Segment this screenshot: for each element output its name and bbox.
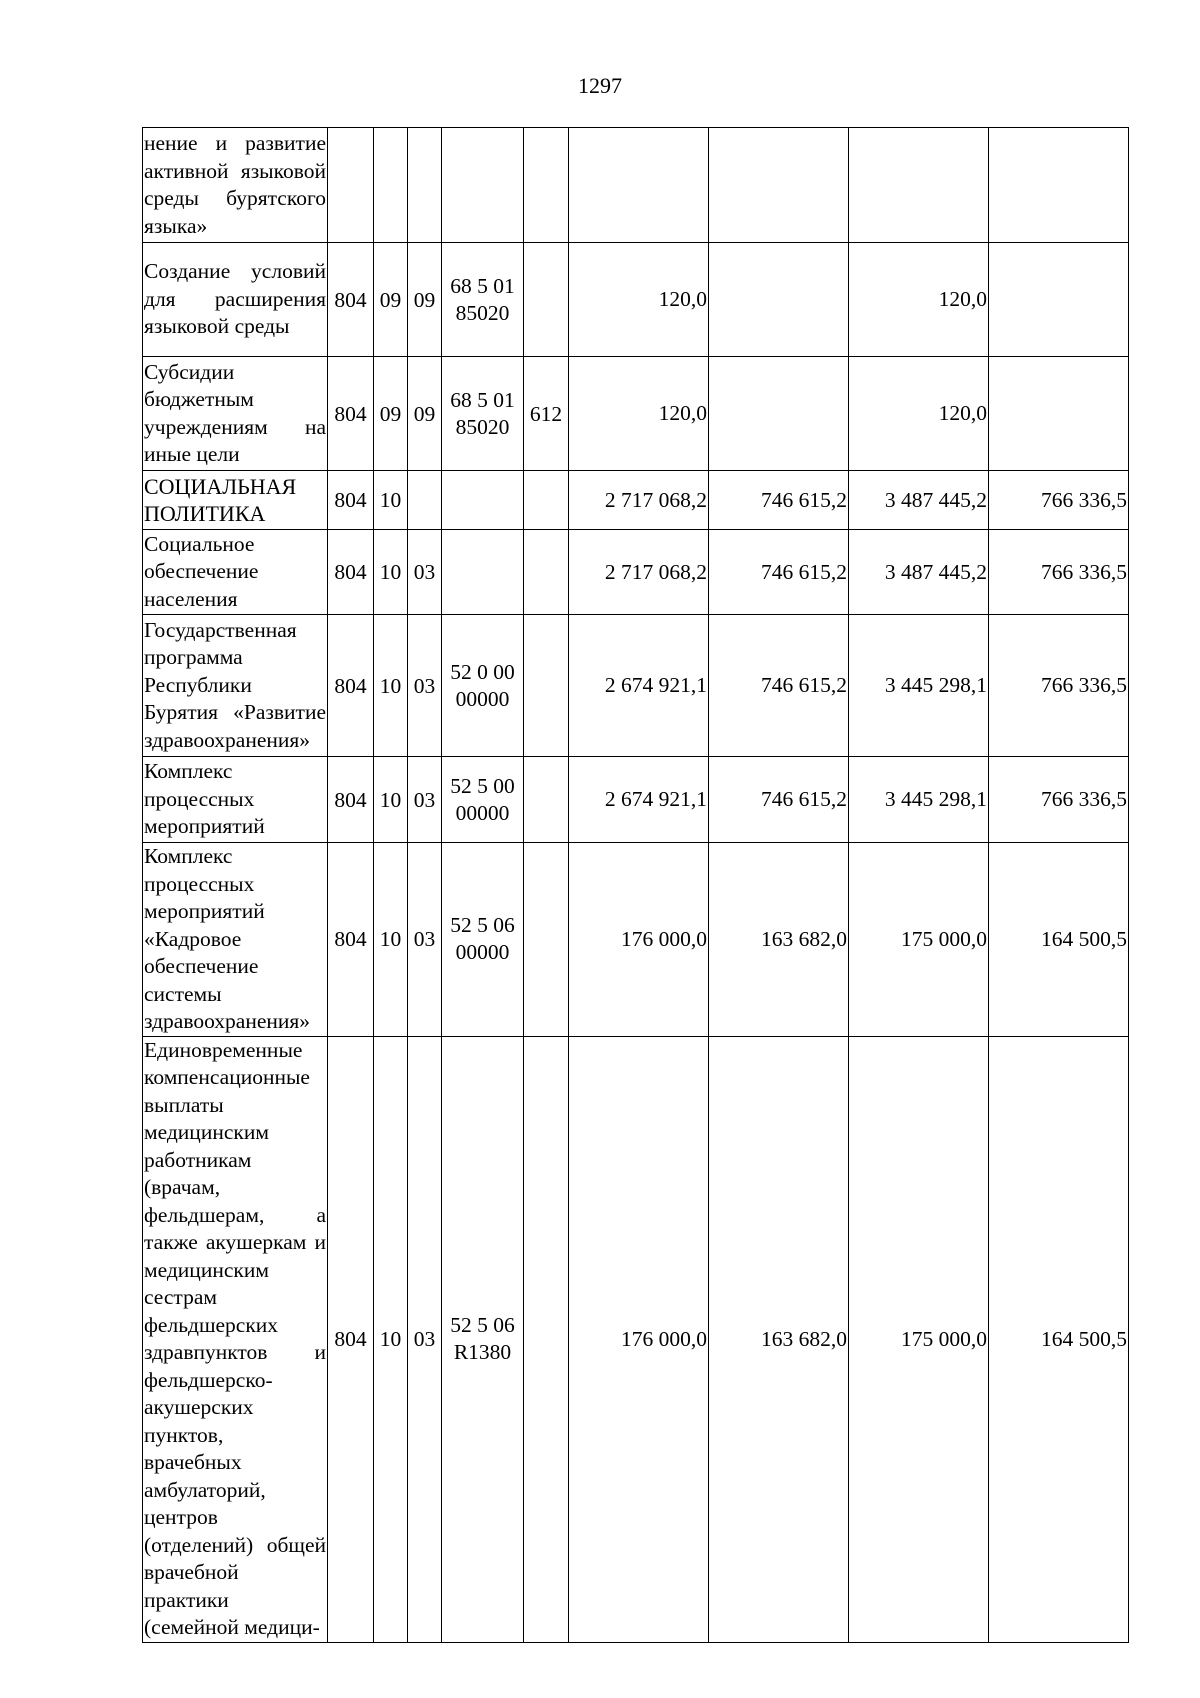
row-name: Комплекс процессных мероприятий bbox=[143, 757, 328, 843]
amount-col-4 bbox=[989, 357, 1129, 471]
target-item-code: 68 5 01 85020 bbox=[442, 357, 524, 471]
table-row bbox=[143, 757, 1129, 843]
amount-col-1: 2 674 921,1 bbox=[569, 615, 709, 757]
expense-type-code bbox=[524, 243, 569, 357]
section-code: 10 bbox=[374, 530, 408, 615]
subsection-code: 03 bbox=[408, 757, 442, 843]
subsection-code bbox=[408, 128, 442, 243]
section-code: 10 bbox=[374, 757, 408, 843]
amount-col-2: 163 682,0 bbox=[709, 1036, 849, 1642]
amount-col-3 bbox=[849, 128, 989, 243]
amount-col-1: 2 674 921,1 bbox=[569, 757, 709, 843]
row-name: Создание условий для расширения языковой среды bbox=[143, 243, 328, 357]
amount-col-1: 176 000,0 bbox=[569, 1036, 709, 1642]
subsection-code: 03 bbox=[408, 615, 442, 757]
ved-code: 804 bbox=[328, 471, 374, 530]
target-item-code: 68 5 01 85020 bbox=[442, 243, 524, 357]
expense-type-code bbox=[524, 757, 569, 843]
expense-type-code: 612 bbox=[524, 357, 569, 471]
ved-code: 804 bbox=[328, 1036, 374, 1642]
row-name: нение и развитие активной языковой среды бурятского языка» bbox=[143, 128, 328, 243]
ved-code: 804 bbox=[328, 243, 374, 357]
amount-col-2: 163 682,0 bbox=[709, 843, 849, 1037]
target-item-code: 52 5 00 00000 bbox=[442, 757, 524, 843]
ved-code: 804 bbox=[328, 843, 374, 1037]
section-code: 09 bbox=[374, 357, 408, 471]
amount-col-4 bbox=[989, 128, 1129, 243]
amount-col-3: 3 487 445,2 bbox=[849, 471, 989, 530]
table-row bbox=[143, 843, 1129, 1037]
amount-col-1: 2 717 068,2 bbox=[569, 471, 709, 530]
row-name: Комплекс процессных мероприятий «Кадровое обеспечение системы здравоохранения» bbox=[143, 843, 328, 1037]
amount-col-1: 120,0 bbox=[569, 243, 709, 357]
subsection-code bbox=[408, 471, 442, 530]
table-row bbox=[143, 1036, 1129, 1642]
expense-type-code bbox=[524, 615, 569, 757]
amount-col-4: 164 500,5 bbox=[989, 1036, 1129, 1642]
ved-code: 804 bbox=[328, 757, 374, 843]
subsection-code: 03 bbox=[408, 1036, 442, 1642]
expense-type-code bbox=[524, 1036, 569, 1642]
amount-col-3: 3 445 298,1 bbox=[849, 757, 989, 843]
section-code bbox=[374, 128, 408, 243]
table-row bbox=[143, 243, 1129, 357]
target-item-code bbox=[442, 128, 524, 243]
subsection-code: 09 bbox=[408, 357, 442, 471]
amount-col-4: 766 336,5 bbox=[989, 530, 1129, 615]
table-row bbox=[143, 357, 1129, 471]
target-item-code bbox=[442, 530, 524, 615]
subsection-code: 03 bbox=[408, 530, 442, 615]
amount-col-3: 3 445 298,1 bbox=[849, 615, 989, 757]
expense-type-code bbox=[524, 128, 569, 243]
row-name: Социальное обеспечение населения bbox=[143, 530, 328, 615]
section-code: 10 bbox=[374, 1036, 408, 1642]
amount-col-1 bbox=[569, 128, 709, 243]
amount-col-1: 2 717 068,2 bbox=[569, 530, 709, 615]
target-item-code bbox=[442, 471, 524, 530]
amount-col-3: 175 000,0 bbox=[849, 1036, 989, 1642]
table-row bbox=[143, 530, 1129, 615]
ved-code: 804 bbox=[328, 615, 374, 757]
section-code: 10 bbox=[374, 843, 408, 1037]
row-name: Единовременные компенсационные выплаты медицинским работникам (врачам, фельдшерам, а также акушеркам и медицинским сестрам фельдшерских здравпунктов и фельдшерско-акушерских пунктов, врачебных амбулаторий, центров (отделений) общей врачебной практики (семейной медици- bbox=[143, 1036, 328, 1642]
expense-type-code bbox=[524, 843, 569, 1037]
subsection-code: 09 bbox=[408, 243, 442, 357]
amount-col-3: 3 487 445,2 bbox=[849, 530, 989, 615]
amount-col-4 bbox=[989, 243, 1129, 357]
ved-code: 804 bbox=[328, 530, 374, 615]
amount-col-2: 746 615,2 bbox=[709, 530, 849, 615]
row-name: Государственная программа Республики Бурятия «Развитие здравоохранения» bbox=[143, 615, 328, 757]
amount-col-3: 120,0 bbox=[849, 357, 989, 471]
ved-code bbox=[328, 128, 374, 243]
row-name: Субсидии бюджетным учреждениям на иные цели bbox=[143, 357, 328, 471]
section-code: 10 bbox=[374, 471, 408, 530]
amount-col-1: 120,0 bbox=[569, 357, 709, 471]
target-item-code: 52 5 06 R1380 bbox=[442, 1036, 524, 1642]
table-row bbox=[143, 471, 1129, 530]
expense-type-code bbox=[524, 471, 569, 530]
section-code: 10 bbox=[374, 615, 408, 757]
amount-col-4: 766 336,5 bbox=[989, 471, 1129, 530]
amount-col-2 bbox=[709, 357, 849, 471]
amount-col-2: 746 615,2 bbox=[709, 471, 849, 530]
amount-col-4: 766 336,5 bbox=[989, 757, 1129, 843]
amount-col-2 bbox=[709, 128, 849, 243]
target-item-code: 52 5 06 00000 bbox=[442, 843, 524, 1037]
amount-col-4: 766 336,5 bbox=[989, 615, 1129, 757]
section-code: 09 bbox=[374, 243, 408, 357]
amount-col-3: 175 000,0 bbox=[849, 843, 989, 1037]
row-name: СОЦИАЛЬНАЯ ПОЛИТИКА bbox=[143, 471, 328, 530]
table-row bbox=[143, 615, 1129, 757]
amount-col-2 bbox=[709, 243, 849, 357]
target-item-code: 52 0 00 00000 bbox=[442, 615, 524, 757]
amount-col-3: 120,0 bbox=[849, 243, 989, 357]
amount-col-2: 746 615,2 bbox=[709, 615, 849, 757]
table-row bbox=[143, 128, 1129, 243]
amount-col-1: 176 000,0 bbox=[569, 843, 709, 1037]
amount-col-2: 746 615,2 bbox=[709, 757, 849, 843]
budget-table bbox=[142, 127, 1129, 1643]
expense-type-code bbox=[524, 530, 569, 615]
ved-code: 804 bbox=[328, 357, 374, 471]
page-number: 1297 bbox=[578, 73, 622, 98]
amount-col-4: 164 500,5 bbox=[989, 843, 1129, 1037]
subsection-code: 03 bbox=[408, 843, 442, 1037]
